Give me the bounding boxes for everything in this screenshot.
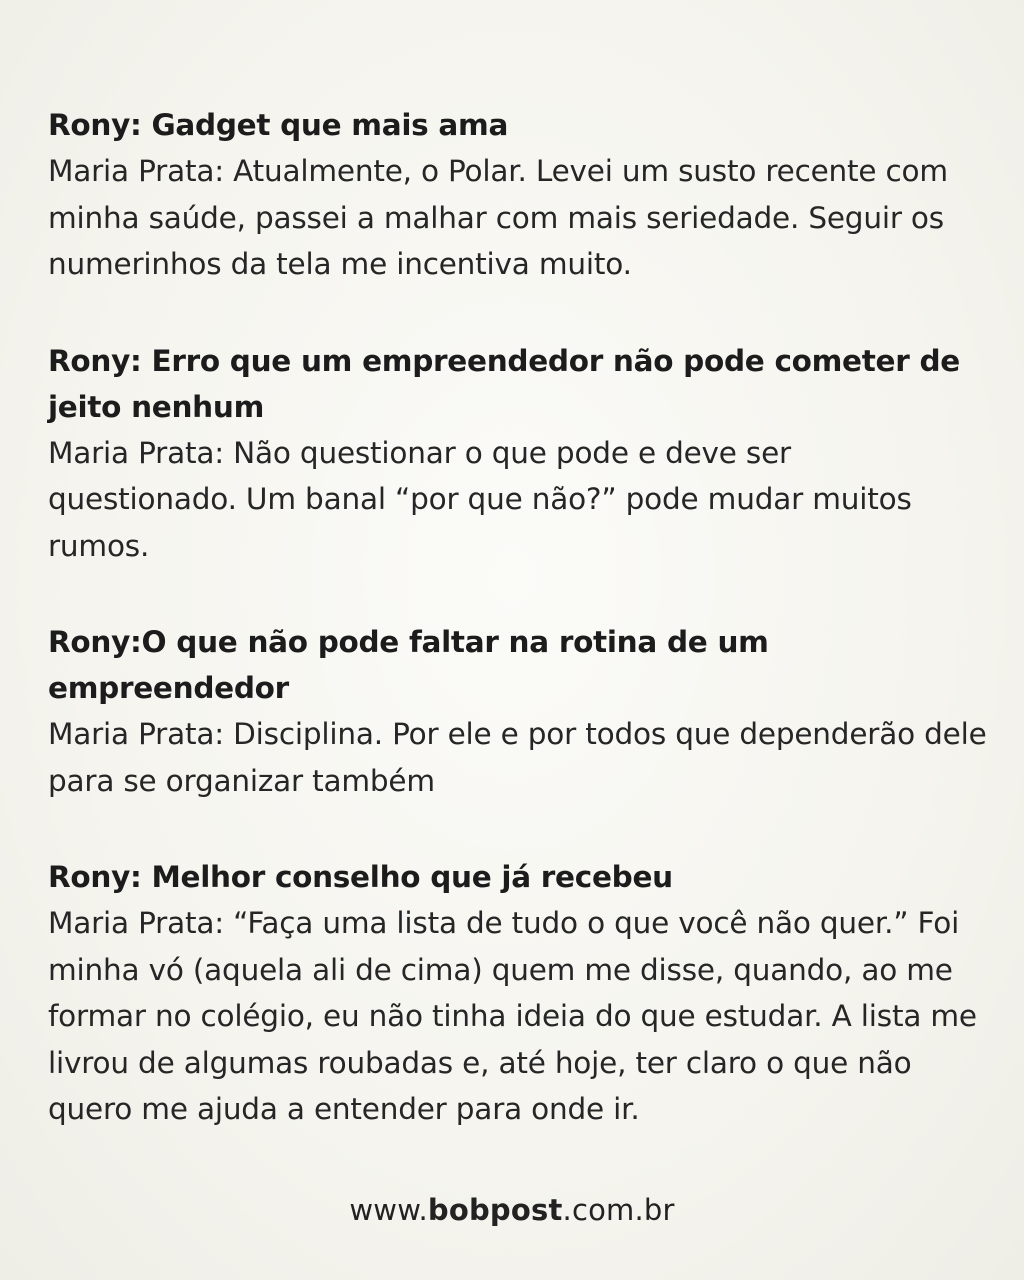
answer-text: Maria Prata: Atualmente, o Polar. Levei um susto recente com minha saúde, passei a malhar com mais seriedade. Seguir os numerinhos da tela me incentiva muito. [48,154,948,281]
question-text: Rony: Erro que um empreendedor não pode cometer de jeito nenhum [48,343,961,424]
qa-block-rotina [48,619,988,804]
qa-block-conselho [48,854,988,1133]
site-url-brand: bobpost [427,1193,563,1227]
question-text: Rony: Melhor conselho que já recebeu [48,860,673,894]
interview-body [48,102,988,1183]
site-url-prefix: www. [349,1193,428,1227]
answer-text: Maria Prata: “Faça uma lista de tudo o que você não quer.” Foi minha vó (aquela ali de cima) quem me disse, quando, ao me formar no colégio, eu não tinha ideia do que estudar. A lista me livrou de algumas roubadas e, até hoje, ter claro o que não quero me ajuda a entender para onde ir. [48,906,977,1126]
answer-text: Maria Prata: Não questionar o que pode e deve ser questionado. Um banal “por que não?” pode mudar muitos rumos. [48,435,912,563]
question-text: Rony:O que não pode faltar na rotina de um empreendedor [48,625,769,705]
qa-block-gadget [48,102,988,288]
answer-text: Maria Prata: Disciplina. Por ele e por todos que dependerão dele para se organizar também [48,717,987,798]
qa-block-erro [48,338,988,570]
site-url [0,1188,1024,1232]
question-text: Rony: Gadget que mais ama [48,108,509,142]
site-url-suffix: .com.br [562,1193,675,1227]
